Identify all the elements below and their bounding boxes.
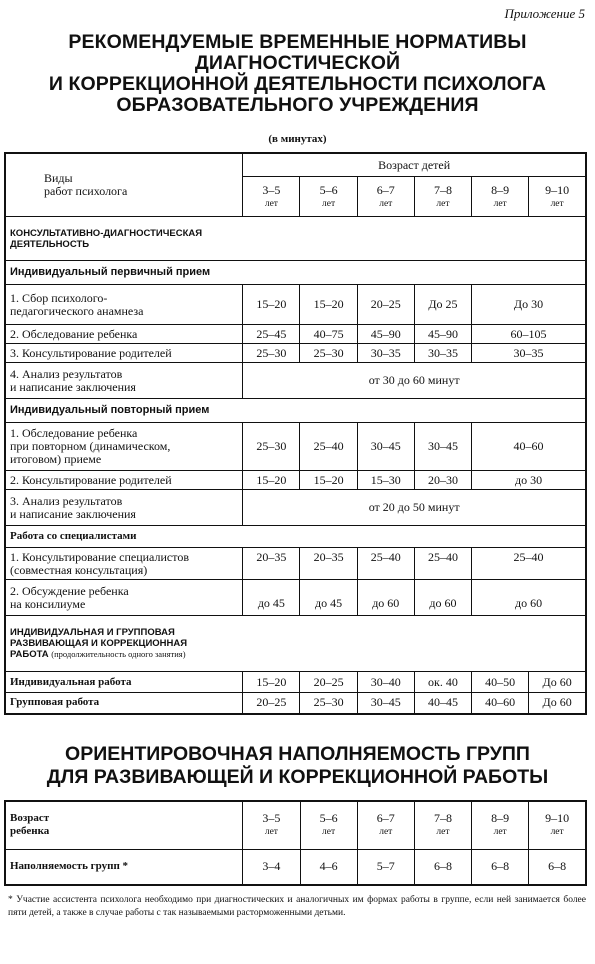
title-line: ОРИЕНТИРОВОЧНАЯ НАПОЛНЯЕМОСТЬ ГРУПП — [65, 743, 530, 765]
cell: до 45 — [300, 580, 357, 616]
cell: 20–25 — [300, 672, 357, 693]
cell: 60–105 — [472, 325, 586, 344]
cell: 15–30 — [357, 471, 414, 490]
cell: 3–4 — [243, 849, 300, 885]
cell: 40–60 — [472, 423, 586, 471]
cell: 20–25 — [357, 285, 414, 325]
cell: 30–35 — [357, 344, 414, 363]
page-title — [0, 32, 595, 116]
age-col: 9–10 лет — [529, 801, 586, 849]
cell: 40–45 — [414, 693, 471, 714]
cell: 45–90 — [414, 325, 471, 344]
cell: до 60 — [414, 580, 471, 616]
row-label: 2. Обсуждение ребенка на консилиуме — [5, 580, 243, 616]
cell: 25–40 — [300, 423, 357, 471]
title-line: ОБРАЗОВАТЕЛЬНОГО УЧРЕЖДЕНИЯ — [116, 94, 479, 116]
cell: 25–30 — [243, 423, 300, 471]
header-age-child: Возраст ребенка — [5, 801, 243, 849]
cell: от 30 до 60 минут — [243, 363, 586, 399]
header-age: Возраст детей — [243, 153, 586, 177]
cell: 6–8 — [414, 849, 471, 885]
cell: 30–45 — [414, 423, 471, 471]
cell: 25–30 — [300, 344, 357, 363]
cell: 25–40 — [414, 548, 471, 580]
title-line: РЕКОМЕНДУЕМЫЕ ВРЕМЕННЫЕ НОРМАТИВЫ — [68, 31, 527, 53]
cell: 25–30 — [243, 344, 300, 363]
age-col: 8–9 лет — [472, 801, 529, 849]
row-label: 4. Анализ результатов и написание заключения — [5, 363, 243, 399]
header-work-line: Виды — [44, 171, 73, 185]
cell: До 60 — [529, 693, 586, 714]
age-col: 9–10 лет — [529, 177, 586, 217]
cell: 20–35 — [300, 548, 357, 580]
cell: до 60 — [357, 580, 414, 616]
cell: 15–20 — [243, 471, 300, 490]
cell: 30–45 — [357, 693, 414, 714]
row-label: 1. Консультирование специалистов (совместная консультация) — [5, 548, 243, 580]
cell: 15–20 — [243, 672, 300, 693]
cell: до 30 — [472, 471, 586, 490]
cell: 6–8 — [472, 849, 529, 885]
row-label: 3. Анализ результатов и написание заключения — [5, 490, 243, 526]
cell: ок. 40 — [414, 672, 471, 693]
cell: 20–25 — [243, 693, 300, 714]
cell: 30–35 — [414, 344, 471, 363]
time-norms-table — [4, 152, 587, 715]
subsection-heading: Индивидуальный повторный прием — [5, 399, 586, 423]
cell: До 60 — [529, 672, 586, 693]
cell: 40–50 — [472, 672, 529, 693]
cell: 45–90 — [357, 325, 414, 344]
row-label: Индивидуальная работа — [5, 672, 243, 693]
header-work-types — [5, 153, 243, 217]
age-col: 8–9 лет — [472, 177, 529, 217]
group-size-table — [4, 800, 587, 886]
age-col: 6–7 лет — [357, 177, 414, 217]
cell: 4–6 — [300, 849, 357, 885]
cell: 25–40 — [357, 548, 414, 580]
age-col: 7–8 лет — [414, 801, 471, 849]
header-work-line: работ психолога — [44, 184, 128, 198]
subsection-heading: Индивидуальный первичный прием — [5, 261, 586, 285]
row-label: 2. Обследование ребенка — [5, 325, 243, 344]
cell: 5–7 — [357, 849, 414, 885]
cell: 30–35 — [472, 344, 586, 363]
title-line: И КОРРЕКЦИОННОЙ ДЕЯТЕЛЬНОСТИ ПСИХОЛОГА — [48, 73, 547, 95]
units-note: (в минутах) — [268, 133, 327, 145]
subsection-heading: Работа со специалистами — [5, 526, 586, 548]
cell: 20–30 — [414, 471, 471, 490]
cell: 15–20 — [300, 285, 357, 325]
cell: 20–35 — [243, 548, 300, 580]
age-col: 6–7 лет — [357, 801, 414, 849]
row-label: 1. Обследование ребенка при повторном (динамическом, итоговом) приеме — [5, 423, 243, 471]
row-label: Групповая работа — [5, 693, 243, 714]
cell: До 30 — [472, 285, 586, 325]
cell: 25–30 — [300, 693, 357, 714]
cell: До 25 — [414, 285, 471, 325]
footnote: * Участие ассистента психолога необходимо при диагностических и аналогичных им формах работы в группе, если ней занимается более пяти детей, а также в случае работы с так называемыми расторможенными детьми. — [8, 895, 586, 918]
cell: 40–75 — [300, 325, 357, 344]
row-label: 2. Консультирование родителей — [5, 471, 243, 490]
cell: 30–45 — [357, 423, 414, 471]
row-label: 1. Сбор психолого- педагогического анамнеза — [5, 285, 243, 325]
age-col: 3–5 лет — [243, 801, 300, 849]
row-label: Наполняемость групп * — [5, 849, 243, 885]
title-line: ДИАГНОСТИЧЕСКОЙ — [194, 52, 401, 74]
cell: 40–60 — [472, 693, 529, 714]
row-label: 3. Консультирование родителей — [5, 344, 243, 363]
section-heading: КОНСУЛЬТАТИВНО-ДИАГНОСТИЧЕСКАЯ ДЕЯТЕЛЬНОСТЬ — [5, 217, 586, 261]
cell: до 60 — [472, 580, 586, 616]
cell: до 45 — [243, 580, 300, 616]
title-line: ДЛЯ РАЗВИВАЮЩЕЙ И КОРРЕКЦИОННОЙ РАБОТЫ — [46, 766, 549, 788]
appendix-label: Приложение 5 — [504, 6, 585, 21]
cell: 25–40 — [472, 548, 586, 580]
age-col: 5–6 лет — [300, 801, 357, 849]
cell: 30–40 — [357, 672, 414, 693]
age-col: 5–6 лет — [300, 177, 357, 217]
cell: 15–20 — [243, 285, 300, 325]
age-col: 3–5 лет — [243, 177, 300, 217]
cell: 15–20 — [300, 471, 357, 490]
age-col: 7–8 лет — [414, 177, 471, 217]
section-heading: ИНДИВИДУАЛЬНАЯ И ГРУППОВАЯ РАЗВИВАЮЩАЯ И КОРРЕКЦИОННАЯ РАБОТА (продолжительность одного занятия) — [5, 616, 586, 672]
cell: 25–45 — [243, 325, 300, 344]
cell: 6–8 — [529, 849, 586, 885]
section-title — [0, 743, 595, 789]
cell: от 20 до 50 минут — [243, 490, 586, 526]
